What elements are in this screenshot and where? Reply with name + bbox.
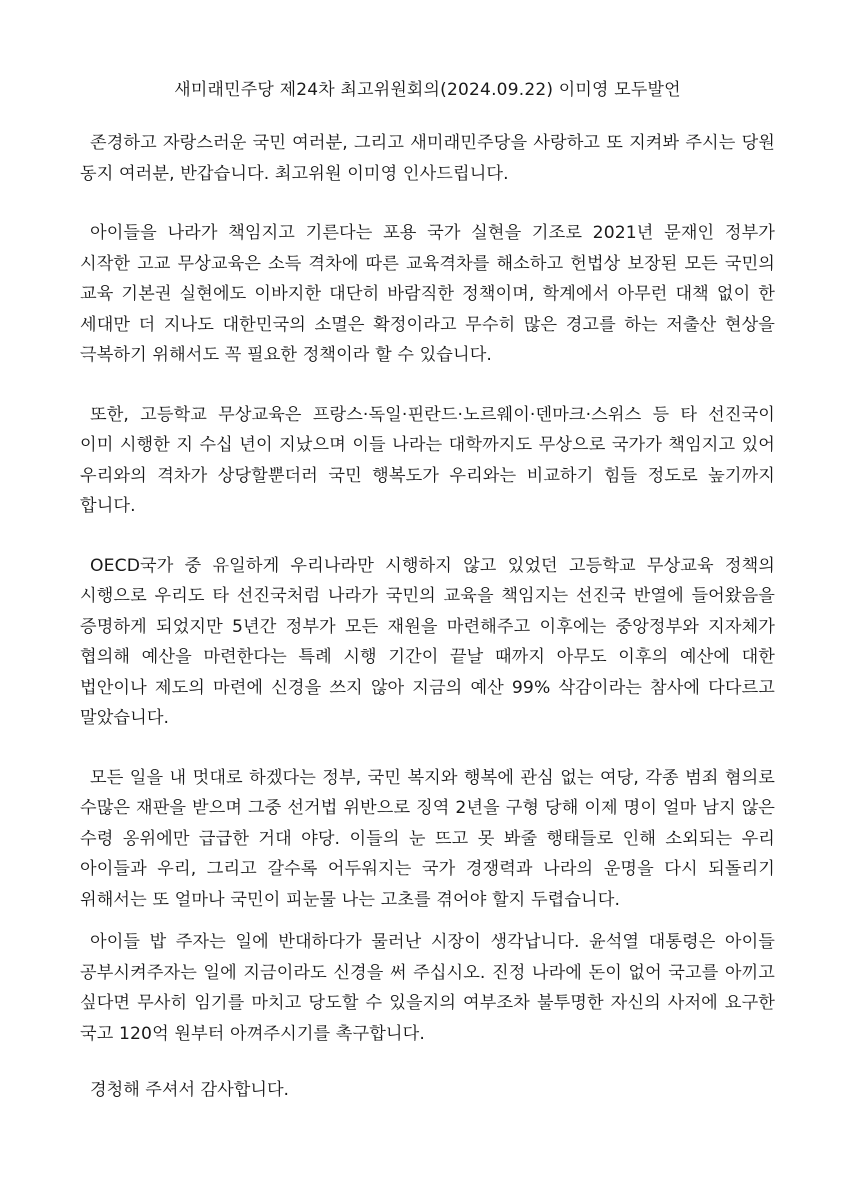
paragraph-greeting: 존경하고 자랑스러운 국민 여러분, 그리고 새미래민주당을 사랑하고 또 지켜봐 주시는 당원 동지 여러분, 반갑습니다. 최고위원 이미영 인사드립니다. (80, 133, 775, 184)
document-title: 새미래민주당 제24차 최고위원회의(2024.09.22) 이미영 모두발언 (174, 80, 681, 100)
closing-remark: 경청해 주셔서 감사합니다. (90, 1080, 290, 1100)
paragraph-political-criticism: 모든 일을 내 멋대로 하겠다는 정부, 국민 복지와 행복에 관심 없는 여당, 각종 범죄 혐의로 수많은 재판을 받으며 그중 선거법 위반으로 징역 2년을 구형 당해 이제 명이 얼마 남지 않은 수령 옹위에만 급급한 거대 야당. 이들의 눈 뜨고 못 봐줄 행태들로 인해 소외되는 우리 아이들과 우리, 그리고 갈수록 어두워지는 국가 경쟁력과 나라의 운명을 다시 되돌리기 위해서는 또 얼마나 국민이 피눈물 나는 고초를 겪어야 할지 두렵습니다. (80, 767, 775, 910)
paragraph-budget-cut: OECD국가 중 유일하게 우리나라만 시행하지 않고 있었던 고등학교 무상교육 정책의 시행으로 우리도 타 선진국처럼 나라가 국민의 교육을 책임지는 선진국 반열에 들어왔음을 증명하게 되었지만 5년간 정부가 모든 재원을 마련해주고 이후에는 중앙정부와 지자체가 협의해 예산을 마련한다는 특례 시행 기간이 끝날 때까지 아무도 이후의 예산에 대한 법안이나 제도의 마련에 신경을 쓰지 않아 지금의 예산 99% 삭감이라는 참사에 다다르고 말았습니다. (80, 555, 775, 728)
paragraph-advanced-countries: 또한, 고등학교 무상교육은 프랑스·독일·핀란드·노르웨이·덴마크·스위스 등 타 선진국이 이미 시행한 지 수십 년이 지났으며 이들 나라는 대학까지도 무상으로 국가가 책임지고 있어 우리와의 격차가 상당할뿐더러 국민 행복도가 우리와는 비교하기 힘들 정도로 높기까지 합니다. (80, 404, 775, 516)
paragraph-free-education-policy: 아이들을 나라가 책임지고 기른다는 포용 국가 실현을 기조로 2021년 문재인 정부가 시작한 고교 무상교육은 소득 격차에 따른 교육격차를 해소하고 헌법상 보장된 모든 국민의 교육 기본권 실현에도 이바지한 대단히 바람직한 정책이며, 학계에서 아무런 대책 없이 한 세대만 더 지나도 대한민국의 소멸은 확정이라고 무수히 많은 경고를 하는 저출산 현상을 극복하기 위해서도 꼭 필요한 정책이라 할 수 있습니다. (80, 223, 775, 365)
paragraph-demand-to-president: 아이들 밥 주자는 일에 반대하다가 물러난 시장이 생각납니다. 윤석열 대통령은 아이들 공부시켜주자는 일에 지금이라도 신경을 써 주십시오. 진정 나라에 돈이 없어 국고를 아끼고 싶다면 무사히 임기를 마치고 당도할 수 있을지의 여부조차 불투명한 자신의 사저에 요구한 국고 120억 원부터 아껴주시기를 촉구합니다. (80, 932, 775, 1044)
